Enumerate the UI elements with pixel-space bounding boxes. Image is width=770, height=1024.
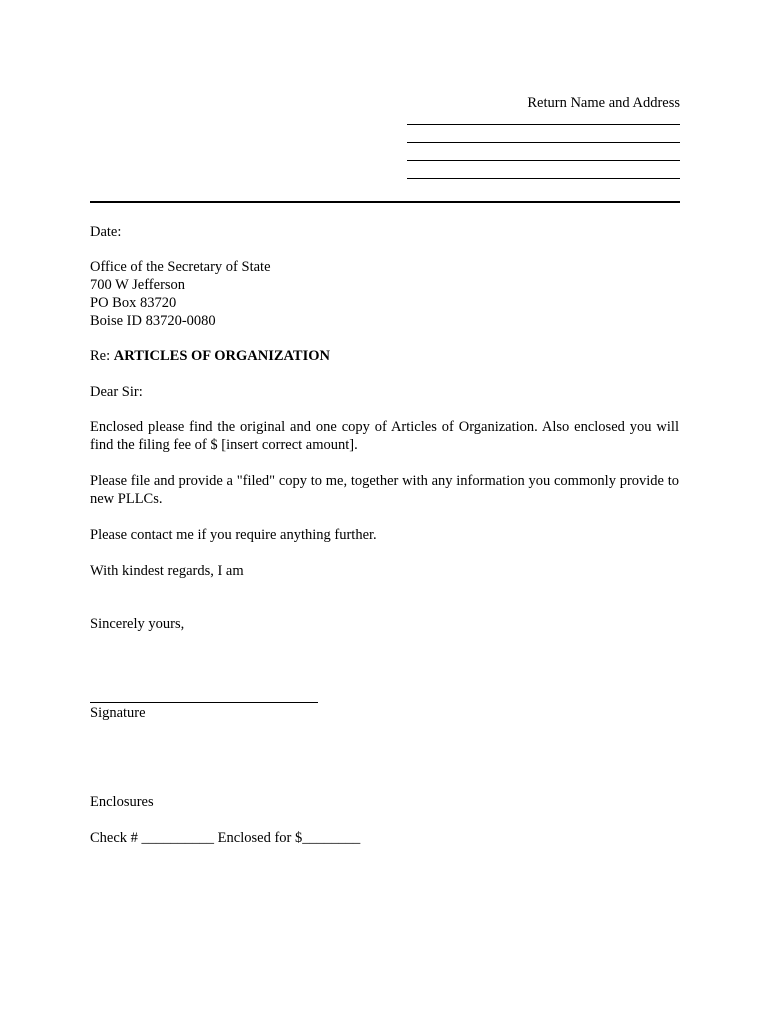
re-line — [90, 347, 679, 365]
return-address-blank-line — [407, 160, 680, 161]
paragraph-contact: Please contact me if you require anything further. — [90, 527, 377, 543]
check-line: Check # __________ Enclosed for $________ — [90, 830, 361, 846]
return-address-blank-line — [407, 178, 680, 179]
recipient-city-zip: Boise ID 83720-0080 — [90, 313, 216, 329]
enclosures-label: Enclosures — [90, 794, 154, 810]
recipient-address — [90, 258, 679, 330]
recipient-street: 700 W Jefferson — [90, 277, 186, 293]
re-prefix: Re: — [90, 348, 111, 364]
closing-line: Sincerely yours, — [90, 616, 185, 632]
signature-line — [90, 702, 318, 703]
recipient-office: Office of the Secretary of State — [90, 259, 271, 275]
return-address-block — [407, 94, 680, 179]
re-subject: ARTICLES OF ORGANIZATION — [113, 348, 330, 364]
recipient-po-box: PO Box 83720 — [90, 295, 177, 311]
header-divider — [90, 201, 680, 203]
return-address-blank-line — [407, 142, 680, 143]
signature-label: Signature — [90, 705, 146, 721]
paragraph-file-request: Please file and provide a "filed" copy to me, together with any information you commonly provide to new PLLCs. — [90, 473, 679, 507]
paragraph-enclosed: Enclosed please find the original and one copy of Articles of Organization. Also enclosed you will find the filing fee of $ [insert correct amount]. — [90, 419, 679, 453]
return-address-blank-line — [407, 124, 680, 125]
return-address-label: Return Name and Address — [527, 95, 680, 111]
date-label: Date: — [90, 224, 122, 240]
salutation: Dear Sir: — [90, 384, 143, 400]
regards-line: With kindest regards, I am — [90, 563, 244, 579]
